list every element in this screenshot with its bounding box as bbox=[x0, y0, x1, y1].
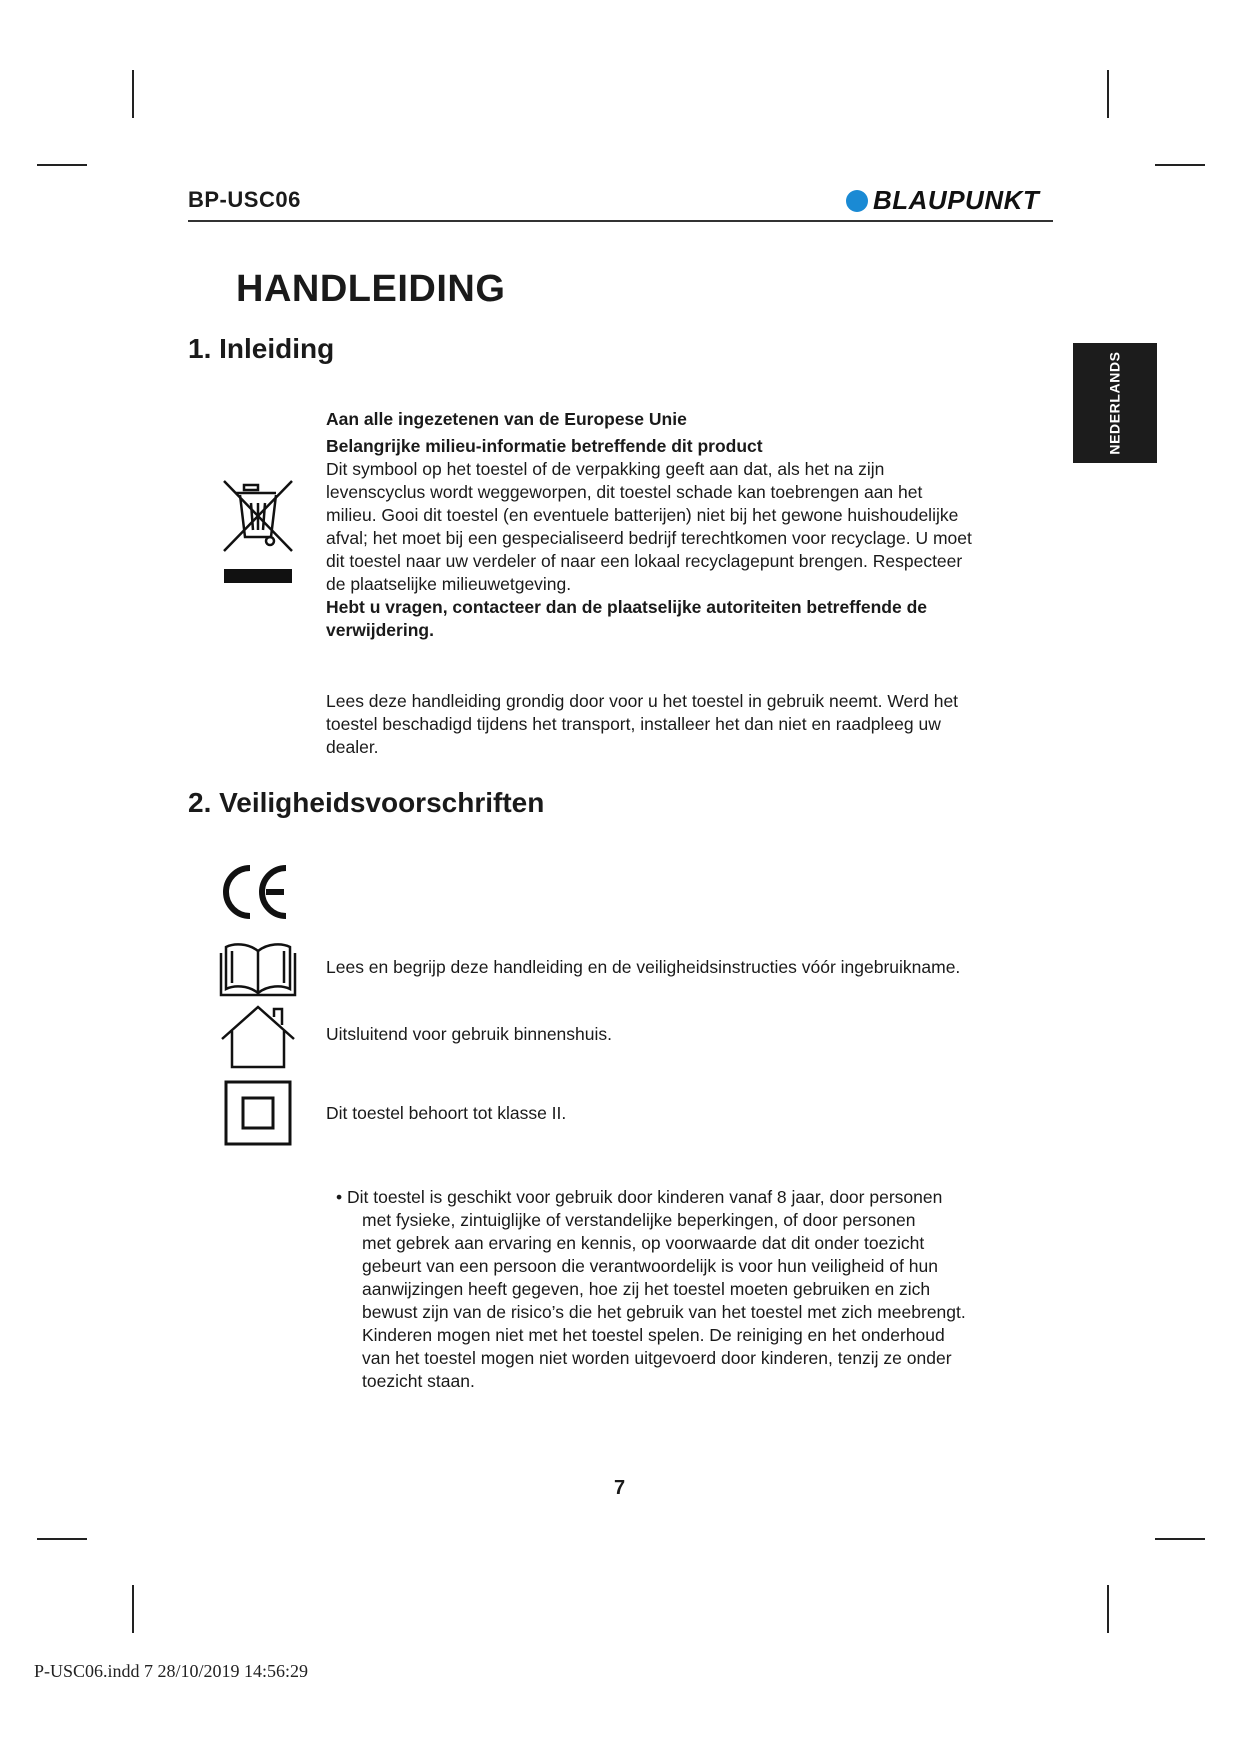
model-number: BP-USC06 bbox=[188, 187, 301, 212]
brand-name: BLAUPUNKT bbox=[873, 185, 1040, 215]
read-manual-notice bbox=[326, 690, 1026, 759]
read-manual-line: dealer. bbox=[326, 737, 379, 757]
environment-body-line: Dit symbool op het toestel of de verpakking geeft aan dat, als het na zijn bbox=[326, 459, 885, 479]
print-slug: P-USC06.indd 7 28/10/2019 14:56:29 bbox=[34, 1661, 309, 1681]
environment-body-line: dit toestel naar uw verdeler of naar een lokaal recyclagepunt brengen. Respecteer bbox=[326, 551, 963, 571]
environment-body-line: de plaatselijke milieuwetgeving. bbox=[326, 574, 572, 594]
bullet-line: aanwijzingen heeft gegeven, hoe zij het toestel moeten gebruiken en zich bbox=[362, 1279, 931, 1299]
children-safety-bullet bbox=[336, 1186, 1026, 1393]
bullet-line: met gebrek aan ervaring en kennis, op voorwaarde dat dit onder toezicht bbox=[362, 1233, 925, 1253]
crop-mark-bottom-right-horizontal bbox=[1155, 1538, 1205, 1540]
bullet-line: van het toestel mogen niet worden uitgevoerd door kinderen, tenzij ze onder bbox=[362, 1348, 952, 1368]
bullet-line: • Dit toestel is geschikt voor gebruik door kinderen vanaf 8 jaar, door personen bbox=[336, 1187, 943, 1207]
crop-mark-bottom-left-vertical bbox=[132, 1585, 134, 1633]
document-title: HANDLEIDING bbox=[236, 268, 506, 310]
ce-mark-icon bbox=[218, 860, 298, 924]
questions-line: verwijdering. bbox=[326, 620, 434, 640]
read-manual-line: Lees deze handleiding grondig door voor u het toestel in gebruik neemt. Werd het bbox=[326, 691, 959, 711]
crop-mark-top-right-vertical bbox=[1107, 70, 1109, 118]
eu-heading: Aan alle ingezetenen van de Europese Unie bbox=[326, 409, 687, 429]
environment-body-line: levenscyclus wordt weggeworpen, dit toestel schade kan toebrengen aan het bbox=[326, 482, 923, 502]
crop-mark-bottom-left-horizontal bbox=[37, 1538, 87, 1540]
environment-heading: Belangrijke milieu-informatie betreffende dit product bbox=[326, 436, 763, 456]
bullet-line: gebeurt van een persoon die verantwoordelijk is voor hun veiligheid of hun bbox=[362, 1256, 938, 1276]
symbol-description: Dit toestel behoort tot klasse II. bbox=[326, 1103, 567, 1123]
bullet-line: met fysieke, zintuiglijke of verstandelijke beperkingen, of door personen bbox=[362, 1210, 916, 1230]
crop-mark-bottom-right-vertical bbox=[1107, 1585, 1109, 1633]
read-manual-line: toestel beschadigd tijdens het transport, installeer het dan niet en raadpleeg uw bbox=[326, 714, 941, 734]
bullet-line: toezicht staan. bbox=[362, 1371, 475, 1391]
crop-mark-top-right-horizontal bbox=[1155, 164, 1205, 166]
weee-notice bbox=[326, 408, 1026, 642]
environment-body-line: milieu. Gooi dit toestel (en eventuele batterijen) niet bij het gewone huishoudelijke bbox=[326, 505, 959, 525]
language-tab-label: NEDERLANDS bbox=[1107, 351, 1124, 455]
crop-mark-top-left-horizontal bbox=[37, 164, 87, 166]
questions-line: Hebt u vragen, contacteer dan de plaatselijke autoriteiten betreffende de bbox=[326, 597, 927, 617]
symbol-description: Lees en begrijp deze handleiding en de veiligheidsinstructies vóór ingebruikname. bbox=[326, 957, 961, 977]
brand-logo bbox=[846, 185, 1039, 216]
class-ii-double-square-icon bbox=[218, 1080, 298, 1146]
section-heading-introduction: 1. Inleiding bbox=[188, 333, 335, 364]
symbol-description: Uitsluitend voor gebruik binnenshuis. bbox=[326, 1024, 612, 1044]
header-divider bbox=[188, 220, 1053, 222]
bullet-line: Kinderen mogen niet met het toestel spelen. De reiniging en het onderhoud bbox=[362, 1325, 945, 1345]
brand-dot-icon bbox=[846, 190, 868, 212]
open-book-icon bbox=[218, 937, 298, 997]
section-heading-safety: 2. Veiligheidsvoorschriften bbox=[188, 787, 545, 818]
page-number: 7 bbox=[614, 1477, 626, 1499]
bullet-line: bewust zijn van de risico’s die het gebruik van het toestel met zich meebrengt. bbox=[362, 1302, 966, 1322]
house-icon bbox=[218, 1003, 298, 1069]
crop-mark-top-left-vertical bbox=[132, 70, 134, 118]
weee-bin-icon bbox=[218, 477, 298, 587]
language-tab bbox=[1073, 343, 1157, 463]
environment-body-line: afval; het moet bij een gespecialiseerd bedrijf terechtkomen voor recyclage. U moet bbox=[326, 528, 972, 548]
